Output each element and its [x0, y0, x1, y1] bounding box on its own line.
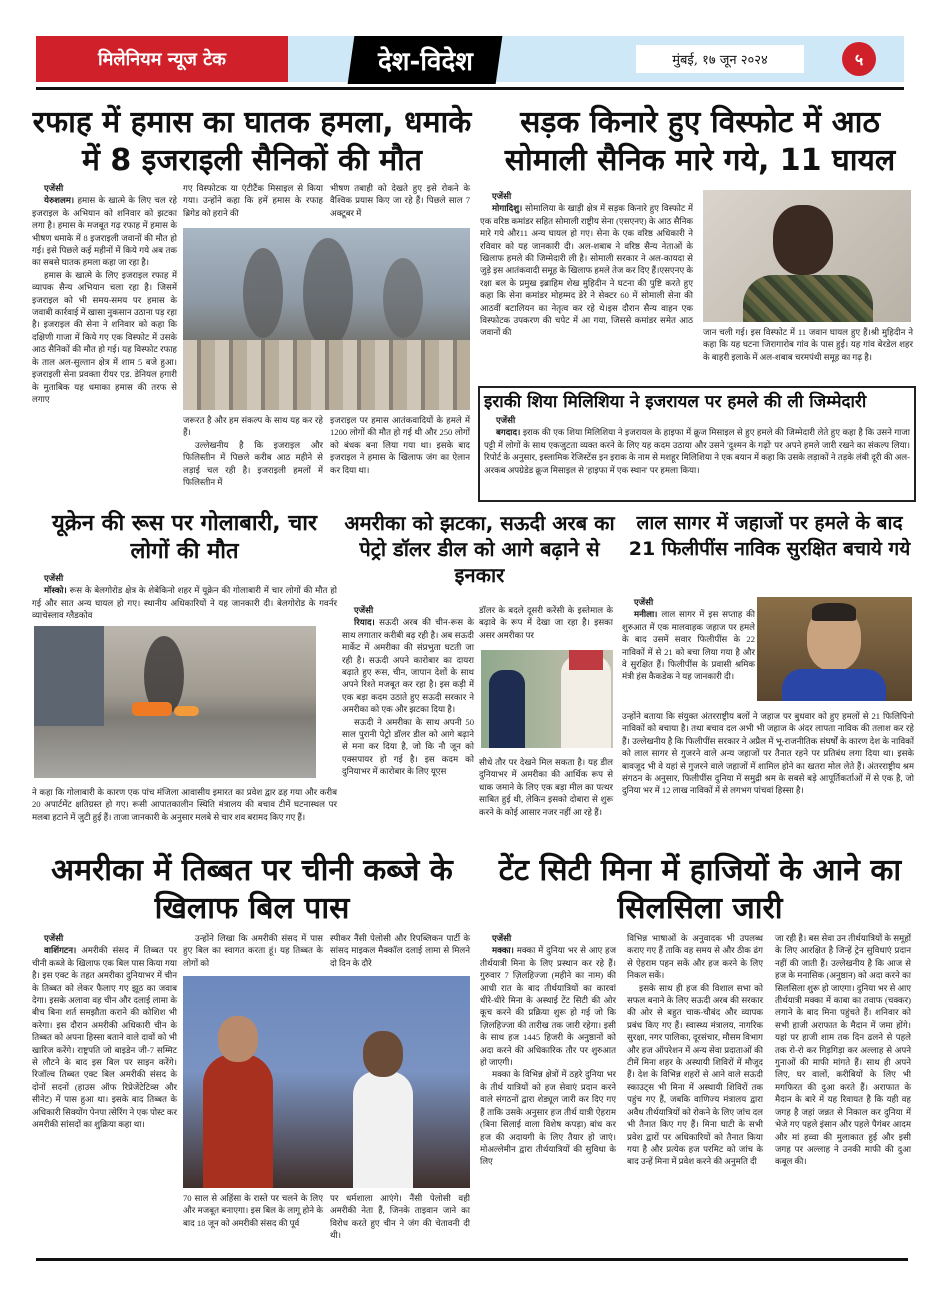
burning-street-photo	[34, 626, 316, 778]
headline-saudi: अमरीका को झटका, सऊदी अरब का पेट्रो डॉलर डील को आगे बढ़ाने से इनकार	[344, 511, 615, 587]
article-rafah-col3-bottom: इजराइल पर हमास आतंकवादियों के हमले में 1200 लोगों की मौत हो गई थी और 250 लोगों को बंधक बना लिया गया था। इसके बाद इजराइल ने हमास के खिलाफ जंग का ऐलान कर दिया था।	[330, 415, 470, 475]
dateline: येरुशलम।	[44, 195, 75, 206]
article-saudi-col1: एजेंसी रियाद। सऊदी अरब की चीन-रूस के साथ लगातार करीबी बढ़ रही है। अब सऊदी मार्केट में अमरीका की संप्रभुता घटती जा रही है। सऊदी अपने कारोबार का दायरा बढ़ाते हुए रूस, चीन, जापान देशों के साथ अपने रिश्ते मजबूत कर रहा है। इस कड़ी में एक बड़ा कदम उठाते हुए सऊदी सरकार ने अमरीका को एक और झटका दिया है। सऊदी ने अमरीका के साथ अपनी 50 साल पुरानी पेट्रो डॉलर डील को आगे बढ़ाने से मना कर दिया है, जो कि नौ जून को एक्सपायर हो गई है। इस कदम को दुनियाभर में कारोबार के लिए यूएस	[342, 605, 475, 777]
article-philippines-col1: एजेंसी मनीला। लाल सागर में इस सप्ताह की शुरुआत में एक मालवाहक जहाज पर हमले के बाद उसमें सवार फिलीपींस के 22 नाविकों में से 21 को बचा लिया गया है और वे सुरक्षित हैं। फिलीपींस के प्रवासी श्रमिक मंत्री हंस कैकडेक ने यह जानकारी दी।	[622, 597, 755, 682]
headline-ukraine: यूक्रेन की रूस पर गोलाबारी, चार लोगों की मौत	[52, 511, 317, 564]
article-rafah-col2-top: गए विस्फोटक या एंटीटैंक मिसाइल से किया गया। उन्होंने कहा कि हमें हमास के रफाह ब्रिगेड को हराने की	[183, 183, 323, 218]
headline-tibet: अमरीका में तिब्बत पर चीनी कब्जे के खिलाफ बिल पास	[51, 853, 453, 926]
headline-rafah: रफाह में हमास का घातक हमला, धमाके में 8 इजराइली सैनिकों की मौत	[32, 105, 472, 178]
headline-mina: टेंट सिटी मिना में हाजियों के आने का सिलसिला जारी	[498, 853, 902, 926]
dalai-lama-pelosi-photo	[183, 976, 470, 1188]
top-rule	[36, 87, 904, 90]
article-tibet-col2-top: उन्होंने लिखा कि अमरीकी संसद में पास हुए बिल का स्वागत करता हूं। यह तिब्बत के लोगों को	[183, 933, 323, 968]
article-saudi-col2-bottom: सीधे तौर पर देखने मिल सकता है। यह डील दुनियाभर में अमरीका की आर्थिक रूप से धाक जमाने के लिए एक बड़ा मील का पत्थर साबित हुई थी, लेकिन इसको दोबारा से शुरू करने के कोई आसार नजर नहीं आ रहे हैं।	[479, 757, 613, 817]
somali-commander-photo	[703, 190, 911, 322]
article-tibet-col1: एजेंसी वाशिंगटन। अमरीकी संसद में तिब्बत पर चीनी कब्जे के खिलाफ एक बिल पास किया गया है। इस एक्ट के तहत अमरीका दुनियाभर में चीन के तिब्बत को लेकर फैलाए गए झूठ का जवाब देगा। इसके अलावा वह चीन और दलाई लामा के बीच बिना शर्त समझौता कराने की कोशिश भी करेगा। इस दौरान अमरीकी अधिकारी चीन के तिब्बत को अपना हिस्सा बताने वाले दावों को भी खारिज करेंगे। राष्ट्रपति जो बाइडेन जी-7 सम्मिट से लौटने के बाद इस बिल पर साइन करेंगे। रिजॉल्व तिब्बत एक्ट बिल अमरीकी संसद के दोनों सदनों (हाउस ऑफ रिप्रेजेंटेटिव्स और सीनेट) में पास हुआ था। इसके बाद तिब्बत के अधिकारी सिक्योंग पेनपा त्सेरिंग ने एक पोस्ट कर अमरीकी सांसदों का शुक्रिया कहा था।	[32, 933, 177, 1130]
rafah-smoke-photo	[183, 228, 470, 410]
agency-label: एजेंसी	[44, 183, 64, 193]
headline-somalia: सड़क किनारे हुए विस्फोट में आठ सोमाली सैनिक मारे गये, 11 घायल	[504, 105, 896, 178]
date-label: मुंबई, १७ जून २०२४	[636, 45, 804, 73]
headline-philippines: लाल सागर में जहाजों पर हमले के बाद 21 फिलीपींस नाविक सुरक्षित बचाये गये	[628, 512, 911, 560]
article-iraq: एजेंसी बगदाद। इराक की एक शिया मिलिशिया ने इजरायल के हाइफा में क्रूज मिसाइल से हुए हमले की जिम्मेदारी लेते हुए कहा है कि उसने गाजा पट्टी में लोगों के साथ एकजुटता व्यक्त करने के लिए यह कदम उठाया और उसने 'दुश्मन के गढ़ों' पर अपने हमले जारी रखने का संकल्प लिया।रिपोर्ट के अनुसार, इस्लामिक रेजिस्टेंस इन इराक के नाम से मशहूर मिलिशिया ने एक बयान में कहा कि उसके लड़ाकों ने तड़के लंबी दूरी की अल-अरकब अपग्रेडेड क्रूज मिसाइल से 'हाइफा में एक स्थान' पर हमला किया।	[484, 415, 910, 475]
article-saudi-col2-top: डॉलर के बदले दूसरी करेंसी के इस्तेमाल के बढ़ावे के रूप में देखा जा रहा है। इसका असर अमरीका पर	[479, 605, 613, 640]
article-rafah-col1: एजेंसी येरुशलम। हमास के खात्मे के लिए चल रहे इजराइल के अभियान को शनिवार को झटका लगा है। हमास के मजबूत गढ़ रफाह में हमास के भीषण धमाके में 8 इजराइली जवानों की मौत हो गई। इसे पिछले कई महीनों में किये गये अब तक का सबसे घातक हमला कहा जा रहा है। हमास के खात्मे के लिए इजराइल रफाह में व्यापक सैन्य अभियान चला रहा है। जिसमें इजराइल को भी समय-समय पर हमास के जवाबी कार्रवाई में खासा नुकसान उठाना पड़ रहा है। इजराइल की सेना ने शनिवार को कहा कि दक्षिणी गाजा में किये गए एक विस्फोट में उसके आठ सैनिकों की मौत हो गई। यह विस्फोट रफाह के ताल अल-सुल्तान क्षेत्र में शाम 5 बजे हुआ।इजराइली सेना प्रवक्ता रीयर एड. डेनियल हगारी के मुताबिक यह धमाका हमास की तरफ से लगाए	[32, 183, 177, 404]
article-somalia-col1: एजेंसी मोगादिशु। सोमालिया के खाड़ी क्षेत्र में सड़क किनारे हुए विस्फोट में एक वरिष्ठ कमांडर सहित सोमाली राष्ट्रीय सेना (एसएनए) के आठ सैनिक मारे गये और11 अन्य घायल हो गए। सेना के एक वरिष्ठ अधिकारी ने रविवार को यह जानकारी दी। अल-शबाब ने वरिष्ठ सैन्य नेताओं के खिलाफ हमले की जिम्मेदारी ली है। सोमाली सरकार ने अल-कायदा से जुड़े इस आतंकवादी समूह के खिलाफ हमले तेज कर दिए हैं।एसएनए के रक्षा बल के प्रमुख इब्राहिम शेख मुहिदीन ने घटना की पुष्टि करते हुए कहा कि सेना कमांडर मोहम्मद डेरे ने सेक्टर 60 में सोमाली सेना की आठवीं बटालियन का नेतृत्व कर रहे थे।इस दौरान सैन्य वाहन एक विस्फोटक उपकरण की चपेट में आ गया, जिससे कमांडर समेत आठ जवानों की	[480, 191, 693, 338]
brand-logo: मिलेनियम न्यूज टेक	[36, 36, 288, 82]
article-mina-col2: विभिन्न भाषाओं के अनुवादक भी उपलब्ध कराए गए हैं ताकि वह समय से और ठीक ढंग से ऐहराम पहन सकें और हज करने के लिए निकल सकें। इसके साथ ही हज की विशाल सभा को सफल बनाने के लिए सऊदी अरब की सरकार की ओर से बहुत चाक-चौबंद और व्यापक प्रबंध किए गए हैं। स्वास्थ्य मंत्रालय, नागरिक सुरक्षा, नगर पालिका, दूरसंचार, मौसम विभाग और हज ऑपरेशन में अन्य सेवा प्रदाताओं की टीमें मिना शहर के अस्थायी शिविरों में मौजूद हैं। देश के विभिन्न शहरों से आने वाले सऊदी स्काउट्स भी मिना में अस्थायी शिविरों तक पहुंच गए हैं, जबकि वाणिज्य मंत्रालय द्वारा अवैध तीर्थयात्रियों को रोकने के लिए जांच दल भी तैनात किए गए हैं। मिना घाटी के सभी प्रवेश द्वारों पर अधिकारियों को तैनात किया गया है और प्रत्येक हज परमिट को जांच के बाद उन्हें मिना में प्रवेश करने की अनुमति दी	[627, 933, 763, 1167]
article-rafah-col2-bottom: जरूरत है और हम संकल्प के साथ यह कर रहे हैं। उल्लेखनीय है कि इजराइल और फिलिस्तीन में पिछले करीब आठ महीने से लड़ाई चल रही है। इजराइली हमलों में फिलिस्तीन में	[183, 415, 323, 488]
minister-portrait-photo	[757, 597, 912, 701]
section-title: देश-विदेश	[348, 36, 503, 84]
article-mina-col1: एजेंसी मक्का। मक्का में दुनिया भर से आए हज तीर्थयात्री मिना के लिए प्रस्थान कर रहे हैं। गुरुवार 7 ज़िलहिज्जा (महीने का नाम) की आधी रात के बाद तीर्थयात्रियों का कारवां धीरे-धीरे मिना के अस्थाई टेंट सिटी की ओर कूच करने की प्रक्रिया शुरू हो गई जो कि ज़िलहिज्जा की तारीख तक जारी रहेगा। इसी के साथ हज 1445 हिजरी के अनुष्ठानों को अदा करने की अधिकारिक तौर पर शुरुआत हो जाएगी। मक्का के विभिन्न क्षेत्रों में ठहरे दुनिया भर के तीर्थ यात्रियों को हज सेवाएं प्रदान करने वाले संगठनों द्वारा शेड्यूल जारी कर दिए गए हैं ताकि उसके अनुसार हज तीर्थ यात्री ऐहराम (बिना सिलाई वाला विशेष कपड़ा) बांध कर हज की अदायगी के लिए तैयार हो जाएं। मोअल्लेमीन द्वारा तीर्थयात्रियों की सुविधा के लिए	[480, 933, 616, 1167]
article-rafah-col3-top: भीषण तबाही को देखते हुए इसे रोकने के वैश्विक प्रयास किए जा रहे हैं। पिछले साल 7 अक्टूबर में	[330, 183, 470, 218]
article-mina-col3: जा रही है। बस सेवा उन तीर्थयात्रियों के समूहों के लिए आरक्षित है जिन्हें ट्रेन सुविधाएं प्रदान नहीं की जाती हैं। उल्लेखनीय है कि आज से हज के मनासिक (अनुष्ठान) को अदा करने का सिलसिला शुरू हो जाएगा। दुनिया भर से आए तीर्थयात्री मक्का में काबा का तवाफ (चक्कर) लगाने के बाद मिना पहुंचते हैं। शनिवार को सभी हाजी अराफात के मैदान में जमा होंगे। यहां पर हाजी शाम तक दिन ढलने से पहले तक रो-रो कर गिड़गिड़ा कर अल्लाह से अपने गुनाओं की माफी मांगते हैं। साथ ही अपने लिए, घर वालों, करीबियों के लिए भी मगफिरत की दुआ करते हैं। अराफात के मैदान के बारे में यह रिवायत है कि यही वह जगह है जहां जन्नत से निकाल कर दुनिया में भेजे गए पहले इंसान और पहले पैगंबर आदम और मां हव्वा की मुलाकात हुई और इसी जगह पर अल्लाह ने उनकी माफी की दुआ कबूल की।	[775, 933, 911, 1167]
article-philippines-bottom: उन्होंने बताया कि संयुक्त अंतरराष्ट्रीय बलों ने जहाज पर बुधवार को हुए हमलों से 21 फिलिपिनो नाविकों को बचाया है। तथा बचाव दल अभी भी जहाज के अंदर लापता नाविक की तलाश कर रहे हैं। उल्लेखनीय है कि फिलीपींस सरकार ने अप्रैल में भू-राजनीतिक संघर्षों के कारण देश के नाविकों को लाल सागर से गुजरने वाले अन्य जहाजों पर तैनात रहने पर प्रतिबंध लगा दिया था। इसके बावजूद भी वे यहां से गुजरने वाले जहाजों में शामिल होने का खतरा मोल लेते हैं। अंतरराष्ट्रीय श्रम संगठन के अनुसार, फिलीपींस दुनिया में समुद्री श्रम के सबसे बड़े आपूर्तिकर्ताओं में से एक है, जो दुनिया भर में 12 लाख नाविकों में से लगभग पांचवां हिस्सा है।	[622, 711, 914, 796]
page-number: ५	[842, 42, 876, 76]
article-ukraine-bottom: ने कहा कि गोलाबारी के कारण एक पांच मंजिला आवासीय इमारत का प्रवेश द्वार ढह गया और करीब 20 अपार्टमेंट क्षतिग्रस्त हो गए। रूसी आपातकालीन स्थिति मंत्रालय की बचाव टीमें घटनास्थल पर मलबा हटाने में जुटी हुई हैं। ताजा जानकारी के अनुसार मलबे से चार शव बरामद किए गए हैं।	[32, 787, 337, 822]
masthead	[36, 36, 904, 82]
leaders-fistbump-photo	[481, 650, 613, 748]
bottom-rule	[36, 1258, 908, 1261]
article-ukraine-top: एजेंसी मॉस्को। रूस के बेलगोरोड क्षेत्र के शेबेकिनो शहर में यूक्रेन की गोलाबारी में चार लोगों की मौत हो गई और सात अन्य घायल हो गए। स्थानीय अधिकारियों ने यह जानकारी दी। बेलगोरोड के गवर्नर व्याचेस्लाव ग्लैडकोव	[32, 573, 337, 621]
headline-iraq: इराकी शिया मिलिशिया ने इजरायल पर हमले की ली जिम्मेदारी	[484, 392, 867, 412]
article-tibet-col2-bottom: 70 साल से अहिंसा के रास्ते पर चलने के लिए और मजबूत बनाएगा। इस बिल के लागू होने के बाद 18 जून को अमरीकी संसद की पूर्व	[183, 1193, 323, 1228]
article-tibet-col3-top: स्पीकर नैंसी पेलोसी और रिपब्लिकन पार्टी के सांसद माइकल मैक्कॉल दलाई लामा से मिलने दो दिन के दौरे	[330, 933, 470, 968]
article-tibet-col3-bottom: पर धर्मशाला आएंगे। नैंसी पेलोसी वही अमरीकी नेता हैं, जिनके ताइवान जाने का विरोध करते हुए चीन ने जंग की चेतावनी दी थी।	[330, 1193, 470, 1241]
article-somalia-col2: जान चली गई। इस विस्फोट में 11 जवान घायल हुए हैं।श्री मुहिदीन ने कहा कि यह घटना जिरागारोब गांव के पास हुई। यह गांव बेरडेल शहर के बाहरी इलाके में अल-शबाब चरमपंथी समूह का गढ़ है।	[703, 327, 913, 362]
